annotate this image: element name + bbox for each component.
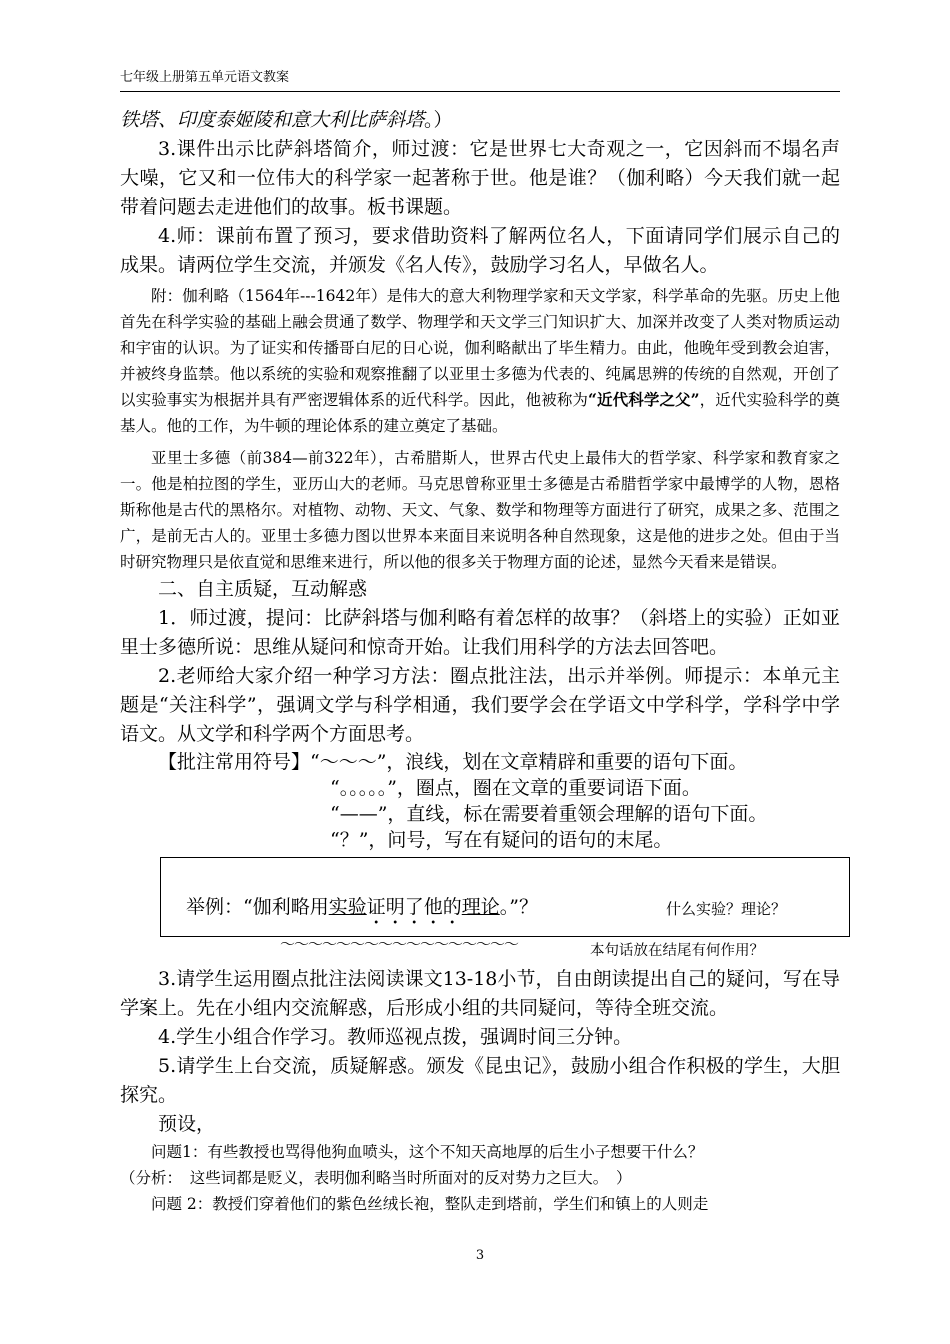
paragraph-aristotle-bio: 亚里士多德（前384—前322年），古希腊斯人，世界古代史上最伟大的哲学家、科学家和教育家之一。他是柏拉图的学生，亚历山大的老师。马克思曾称亚里士多德是古希腊哲学家中最博学的人物，恩格斯称他是古代的黑格尔。对植物、动物、天文、气象、数学和物理等方面进行了研究，成果之多、范围之广，是前无古人的。亚里士多德力图以世界本来面目来说明各种自然现象，这是他的进步之处。但由于当时研究物理只是依直觉和思维来进行，所以他的很多关于物理方面的论述，显然今天看来是错误。 — [120, 449, 840, 571]
symbol-line: “？”，问号，写在有疑问的语句的末尾。 — [330, 829, 673, 851]
bio-text-end: ，近代实验科学的奠基人。他的工作，为牛顿的理论体系的建立奠定了基础。 — [120, 391, 840, 435]
page-content — [120, 106, 840, 1217]
example-word-underlined: 实验 — [328, 896, 367, 918]
paragraph-step-4: 4.师：课前布置了预习，要求借助资料了解两位名人，下面请同学们展示自己的成果。请两位学生交流，并颁发《名人传》，鼓励学习名人，早做名人。 — [120, 225, 840, 276]
bio-bold-title: “近代科学之父” — [588, 390, 700, 409]
example-suffix: 。”？ — [499, 896, 538, 918]
example-prefix: 举例：“伽利略用 — [186, 896, 329, 918]
symbol-line: “——”，直线，标在需要着重领会理解的语句下面。 — [330, 803, 768, 825]
analysis-1: （分析： 这些词都是贬义，表明伽利略当时所面对的反对势力之巨大。 ） — [120, 1169, 632, 1187]
example-sentence — [186, 892, 538, 929]
paragraph-continuation — [120, 106, 840, 135]
question-2: 问题 2：教授们穿着他们的紫色丝绒长袍，整队走到塔前，学生们和镇上的人则走 — [151, 1195, 709, 1213]
wave-annotation-row — [120, 937, 840, 965]
annotation-symbols — [120, 749, 840, 853]
page-header: 七年级上册第五单元语文教案 — [120, 66, 840, 92]
symbol-line: 【批注常用符号】“～～～”，浪线，划在文章精辟和重要的语句下面。 — [158, 751, 748, 773]
bio-text: 附：伽利略（1564年---1642年）是伟大的意大利物理学家和天文学家，科学革命的先驱。历史上他首先在科学实验的基础上融会贯通了数学、物理学和天文学三门知识扩大、加深并改变了人类对物质运动和宇宙的认识。为了证实和传播哥白尼的日心说，伽利略献出了毕生精力。由此，他晚年受到教会迫害，并被终身监禁。他以系统的实验和观察推翻了以亚里士多德为代表的、纯属思辨的传统的自然观，开创了以实验事实为根据并具有严密逻辑体系的近代科学。因此，他被称为 — [120, 287, 840, 409]
paragraph-step-3b: 3.请学生运用圈点批注法阅读课文13-18小节，自由朗读提出自己的疑问，写在导学案上。先在小组内交流解惑，后形成小组的共同疑问，等待全班交流。 — [120, 968, 840, 1019]
example-word-underlined: 理论 — [461, 896, 500, 918]
preset-label: 预设， — [158, 1113, 216, 1135]
section-heading: 二、自主质疑，互动解惑 — [158, 578, 368, 600]
paragraph-step-3: 3.课件出示比萨斜塔简介，师过渡：它是世界七大奇观之一，它因斜而不塌名声大噪，它又和一位伟大的科学家一起著称于世。他是谁？（伽利略）今天我们就一起带着问题去走进他们的故事。板书课题。 — [120, 138, 840, 218]
wave-line: ～～～～～～～～～～～～～～～～～ — [280, 935, 519, 953]
text-plain: 。） — [424, 109, 453, 131]
example-box — [160, 857, 850, 937]
paragraph-step-2: 2.老师给大家介绍一种学习方法：圈点批注法，出示并举例。师提示：本单元主题是“关注科学”，强调文学与科学相通，我们要学会在学语文中学科学，学科学中学语文。从文学和科学两个方面思考。 — [120, 665, 840, 745]
paragraph-step-4b: 4.学生小组合作学习。教师巡视点拨，强调时间三分钟。 — [158, 1026, 633, 1048]
paragraph-step-5: 5.请学生上台交流，质疑解惑。颁发《昆虫记》，鼓励小组合作积极的学生，大胆探究。 — [120, 1055, 840, 1106]
symbol-line: “。。。。。”，圈点，圈在文章的重要词语下面。 — [330, 777, 701, 799]
text-italic: 铁塔、印度泰姬陵和 — [120, 109, 292, 131]
text-italic-emphasis: 意大利比萨斜塔 — [291, 109, 425, 131]
question-1: 问题1：有些教授也骂得他狗血喷头，这个不知天高地厚的后生小子想要干什么？ — [151, 1143, 704, 1161]
example-word-dotted: 证明了他的 — [366, 896, 462, 918]
paragraph-step-1: 1．师过渡，提问：比萨斜塔与伽利略有着怎样的故事？（斜塔上的实验）正如亚里士多德所说：思维从疑问和惊奇开始。让我们用科学的方法去回答吧。 — [120, 607, 840, 658]
paragraph-galileo-bio — [120, 283, 840, 439]
page-number: 3 — [475, 1248, 485, 1263]
example-margin-question: 什么实验？理论？ — [666, 900, 787, 918]
wave-note: 本句话放在结尾有何作用？ — [590, 943, 764, 959]
